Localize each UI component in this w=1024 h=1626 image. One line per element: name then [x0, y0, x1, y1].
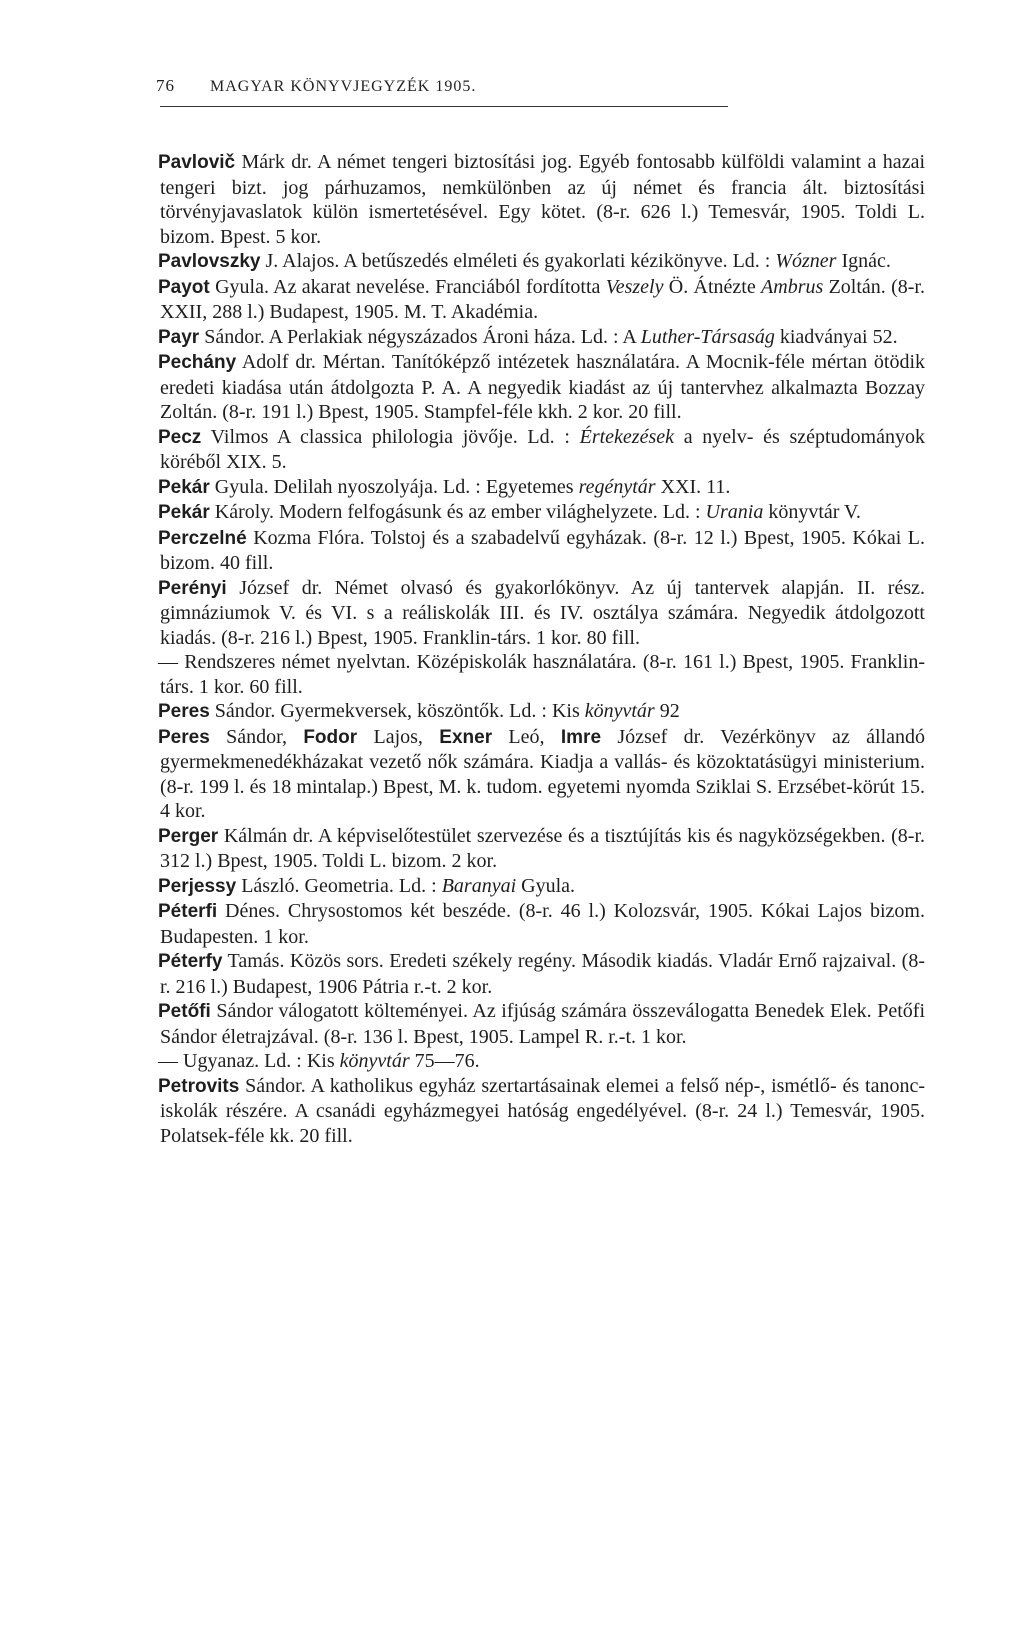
entry-text: J. Alajos. A betűszedés elméleti és gyakorlati kézikönyve. Ld. :: [260, 250, 776, 272]
catalog-entry: [160, 576, 925, 651]
entry-text: Ö. Átnézte: [663, 275, 762, 298]
entry-italic: Ambrus: [761, 275, 824, 298]
entry-author: Perger: [158, 825, 219, 847]
entry-text: kiadványai 52.: [774, 325, 898, 348]
entry-author: Perjessy: [158, 875, 237, 897]
catalog-entry: [160, 650, 925, 699]
entry-coauthor: Imre: [560, 726, 602, 748]
entry-text: Zoltán. (8-r. XXII, 288 l.) Budapest, 1905. M. T. Akadémia.: [160, 275, 925, 323]
entry-italic: Veszely: [605, 275, 664, 298]
entry-text: Sándor. A katholikus egyház szertartásainak elemei a felső nép-, ismétlő- és tanonc-iskolák részére. A csanádi egyházmegyei hatóság engedélyével. (8-r. 24 l.) Temesvár, 1905. Polatsek-féle kk. 20 fill.: [160, 1074, 925, 1147]
entry-text: 75—76.: [409, 1050, 480, 1072]
entry-author: Peres: [158, 726, 210, 748]
catalog-entry: [160, 325, 925, 351]
page-number: 76: [156, 76, 175, 95]
catalog-entry: [160, 874, 925, 900]
entry-text: — Ugyanaz. Ld. : Kis: [158, 1050, 340, 1072]
entry-text: Leó,: [492, 725, 561, 748]
entry-text: Gyula.: [516, 874, 576, 897]
entry-text: Tamás. Közös sors. Eredeti székely regény. Második kiadás. Vladár Ernő rajzaival. (8-r. 216 l.) Budapest, 1906 Pátria r.-t. 2 kor.: [160, 950, 925, 998]
entry-text: Gyula. Az akarat nevelése. Franciából fordította: [209, 275, 606, 298]
entry-text: Károly. Modern felfogásunk és az ember világhelyzete. Ld. :: [209, 501, 706, 523]
catalog-entry: [160, 725, 925, 824]
catalog-entry: [160, 999, 925, 1049]
entry-author: Peres: [158, 701, 210, 722]
entry-text: József dr. Vezérkönyv az állandó gyermekmenedékházakat vezető nők számára. Kiadja a vallás- és közoktatásügyi ministerium. (8-r. 199 l. és 18 mintalap.) Bpest, M. k. tudom. egyetemi nyomda Sziklai S. Erzsébet-körút 15. 4 kor.: [160, 725, 926, 822]
catalog-entry: [160, 699, 925, 725]
entry-author: Perczelné: [158, 527, 247, 549]
catalog-entry: [160, 1049, 925, 1074]
catalog-entry: [160, 949, 925, 999]
entry-coauthor: Exner: [439, 726, 493, 748]
entry-author: Pecz: [158, 426, 202, 448]
catalog-entry: [160, 249, 925, 275]
entry-text: Gyula. Delilah nyoszolyája. Ld. : Egyetemes: [209, 475, 579, 498]
entry-italic: könyvtár: [339, 1050, 410, 1072]
catalog-entry: [160, 350, 925, 425]
page-header: [156, 76, 716, 96]
entry-author: Petőfi: [158, 1001, 211, 1022]
entry-italic: Értekezések: [579, 425, 674, 448]
entry-text: Sándor válogatott költeményei. Az ifjúság számára összeválogatta Benedek Elek. Petőfi Sándor életrajzával. (8-r. 136 l. Bpest, 1905. Lampel R. r.-t. 1 kor.: [160, 1000, 925, 1048]
entry-text: Sándor. A Perlakiak négyszázados Ároni háza. Ld. : A: [199, 325, 641, 348]
catalog-entry: [160, 150, 925, 249]
entry-italic: könyvtár: [584, 700, 655, 722]
entry-text: Kozma Flóra. Tolstoj és a szabadelvű egyházak. (8-r. 12 l.) Bpest, 1905. Kókai L. bizom. 40 fill.: [160, 526, 925, 574]
entry-text: József dr. Német olvasó és gyakorlókönyv. Az új tantervek alapján. II. rész. gimnáziumok V. és VI. s a reáliskolák III. és IV. osztálya számára. Negyedik átdolgozott kiadás. (8-r. 216 l.) Bpest, 1905. Franklin-társ. 1 kor. 80 fill.: [160, 576, 925, 649]
entry-text: 92: [654, 700, 680, 722]
catalog-entry: [160, 899, 925, 949]
entry-author: Péterfi: [158, 901, 218, 922]
entry-text: könyvtár V.: [763, 501, 861, 523]
entry-text: — Rendszeres német nyelvtan. Középiskolák használatára. (8-r. 161 l.) Bpest, 1905. Franklin-társ. 1 kor. 60 fill.: [158, 651, 925, 698]
entry-text: Sándor,: [209, 725, 304, 748]
catalog-entry: [160, 500, 925, 526]
entry-author: Payot: [158, 276, 210, 298]
entry-italic: Luther-Társaság: [640, 325, 775, 348]
entry-text: László. Geometria. Ld. :: [236, 874, 442, 897]
catalog-entry: [160, 275, 925, 325]
entry-italic: Wózner: [775, 250, 837, 272]
entry-author: Pekár: [158, 502, 210, 523]
entry-text: Lajos,: [357, 725, 440, 748]
entry-author: Péterfy: [158, 951, 223, 972]
catalog-entry: [160, 526, 925, 576]
catalog-entry: [160, 824, 925, 874]
entry-italic: Urania: [705, 501, 764, 523]
entry-author: Pavlovszky: [158, 251, 261, 272]
catalog-entry: [160, 1074, 925, 1149]
entry-author: Perényi: [158, 577, 227, 599]
catalog-entry: [160, 425, 925, 475]
entry-italic: Baranyai: [441, 874, 517, 897]
entry-text: a nyelv- és széptudományok köréből XIX. 5.: [160, 425, 925, 473]
entry-author: Pekár: [158, 476, 210, 498]
entry-text: Kálmán dr. A képviselőtestület szervezése és a tisztújítás kis és nagyközségekben. (8-r. 312 l.) Bpest, 1905. Toldi L. bizom. 2 kor.: [160, 824, 925, 872]
entry-author: Pechány: [158, 352, 237, 373]
entry-author: Pavlovič: [158, 152, 236, 173]
entry-text: XXI. 11.: [655, 475, 731, 498]
entry-text: Ignác.: [836, 250, 891, 272]
entry-coauthor: Fodor: [303, 726, 358, 748]
entry-text: Sándor. Gyermekversek, köszöntők. Ld. : Kis: [209, 700, 585, 722]
header-rule: [160, 106, 728, 107]
entry-text: Dénes. Chrysostomos két beszéde. (8-r. 46 l.) Kolozsvár, 1905. Kókai Lajos bizom. Budapesten. 1 kor.: [160, 900, 925, 948]
catalog-entries: [160, 150, 925, 1148]
entry-text: Adolf dr. Mértan. Tanítóképző intézetek használatára. A Mocnik-féle mértan ötödik eredeti kiadása után átdolgozta P. A. A negyedik kiadást az új tantervhez alkalmazta Bozzay Zoltán. (8-r. 191 l.) Bpest, 1905. Stampfel-féle kkh. 2 kor. 20 fill.: [160, 351, 925, 423]
entry-author: Payr: [158, 326, 200, 348]
catalog-entry: [160, 475, 925, 501]
entry-text: Vilmos A classica philologia jövője. Ld. :: [201, 425, 580, 448]
running-title: MAGYAR KÖNYVJEGYZÉK 1905.: [210, 78, 477, 95]
entry-text: Márk dr. A német tengeri biztosítási jog. Egyéb fontosabb külföldi valamint a hazai tengeri bizt. jog párhuzamos, nemkülönben az új német és francia ált. biztosítási törvényjavaslatok külön ismertetésével. Egy kötet. (8-r. 626 l.) Temesvár, 1905. Toldi L. bizom. Bpest. 5 kor.: [160, 151, 925, 248]
entry-italic: regénytár: [578, 475, 656, 498]
entry-author: Petrovits: [158, 1075, 240, 1097]
